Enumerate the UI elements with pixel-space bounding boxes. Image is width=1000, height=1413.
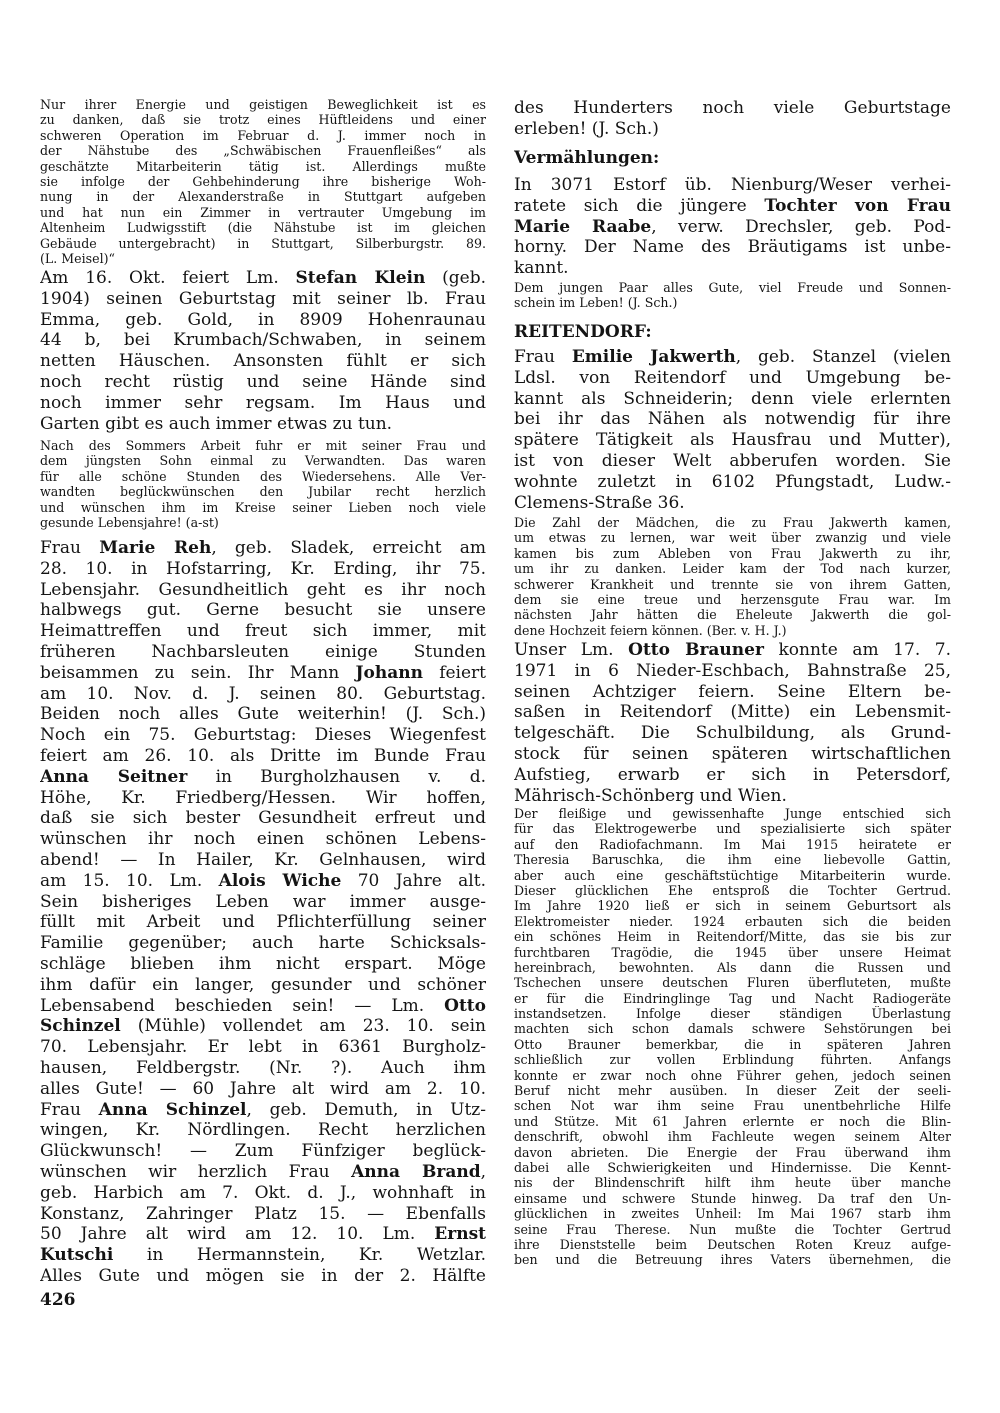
- text-run: , geb. Demuth, in Utz-: [246, 1099, 486, 1120]
- text-run: gesunde Lebensjahre! (a-st): [40, 514, 219, 530]
- text-run: auf den Radiofachmann. Im Mai 1915 heiratete er: [514, 836, 951, 852]
- text-run: Noch ein 75. Geburtstag: Dieses Wiegenfest: [40, 725, 486, 746]
- text-run: Gebäude untergebracht) in Stuttgart, Silberburgstr. 89.: [40, 235, 486, 251]
- text-line: [40, 112, 486, 127]
- text-run: Höhe, Kr. Friedberg/Hessen. Wir hoffen,: [40, 787, 486, 808]
- text-run: Aufstieg, erwarb er sich in Petersdorf,: [514, 764, 951, 785]
- paragraph: [514, 640, 951, 806]
- text-run: erleben! (J. Sch.): [514, 118, 659, 139]
- text-run: aber auch eine geschäftstüchtige Mitarbeiterin wurde.: [514, 867, 951, 883]
- text-run: Der fleißige und gewissenhafte Junge entschied sich: [514, 806, 951, 821]
- text-run: Glückwunsch! — Zum Fünfziger beglück-: [40, 1141, 486, 1162]
- text-run: schen Not war ihm seine Frau unentbehrliche Hilfe: [514, 1098, 951, 1114]
- text-line: [514, 1222, 951, 1237]
- text-line: [514, 577, 951, 592]
- text-line: [40, 1183, 486, 1204]
- paragraph: [514, 175, 951, 279]
- text-line: [40, 220, 486, 235]
- text-line: [40, 1058, 486, 1079]
- text-line: [40, 174, 486, 189]
- text-run: telgeschäft. Die Schulbildung, als Grund-: [514, 723, 951, 744]
- text-run: , geb. Stanzel (vielen: [735, 347, 951, 367]
- text-run: Heimattreffen und freut sich immer, mit: [40, 621, 486, 642]
- text-run: um ihr zu danken. Leider kam der Tod nach kurzer,: [514, 561, 951, 577]
- text-run: ein schönes Heim in Reitendorf/Mitte, das sie bis zur: [514, 929, 951, 945]
- text-run: Alles Gute und mögen sie in der 2. Hälfte: [40, 1265, 486, 1286]
- text-run: instandsetzen. Infolge dieser ständigen Überlastung: [514, 1006, 951, 1022]
- text-run: ratete sich die jüngere: [514, 195, 765, 216]
- text-line: [514, 945, 951, 960]
- text-line: [514, 258, 951, 279]
- text-line: [514, 723, 951, 744]
- text-line: [514, 1175, 951, 1190]
- text-line: [40, 829, 486, 850]
- text-line: [514, 960, 951, 975]
- text-run: und Stütze. Mit 61 Jahren erlernte er noch die Blin-: [514, 1113, 951, 1129]
- text-line: [40, 663, 486, 684]
- text-run: am 10. Nov. d. J. seinen 80. Geburtstag.: [40, 683, 486, 704]
- text-run: in Burgholzhausen v. d.: [187, 766, 486, 787]
- text-line: [514, 623, 951, 638]
- text-run: nung in der Alexanderstraße in Stuttgart aufgeben: [40, 189, 486, 205]
- text-run: geb. Harbich am 7. Okt. d. J., wohnhaft in: [40, 1182, 486, 1203]
- text-line: [514, 883, 951, 898]
- text-run: abend! — In Hailer, Kr. Gelnhausen, wird: [40, 849, 486, 870]
- text-line: [514, 347, 951, 368]
- text-run: saßen in Reitendorf (Mitte) ein Lebensmit-: [514, 702, 951, 723]
- text-line: [40, 128, 486, 143]
- text-run: schläge blieben ihm nicht erspart. Möge: [40, 953, 486, 974]
- text-line: [514, 237, 951, 258]
- bold-name: Johann: [355, 662, 423, 683]
- text-run: Unser Lm.: [514, 640, 629, 660]
- bold-name: Alois Wiche: [218, 870, 342, 891]
- text-run: hereinbrach, bewohnten. Als dann die Russen und: [514, 959, 951, 975]
- text-run: dem sie eine treue und herzensgute Frau war. Im: [514, 591, 951, 607]
- text-line: [514, 280, 951, 295]
- text-run: Nur ihrer Energie und geistigen Beweglichkeit ist es: [40, 97, 486, 112]
- text-line: [514, 765, 951, 786]
- text-line: [514, 430, 951, 451]
- bold-name: Ernst: [434, 1224, 486, 1245]
- text-run: Otto Brauner bemerkbar, die in späteren Jahren: [514, 1036, 951, 1052]
- text-run: 28. 10. in Hofstarring, Kr. Erding, ihr 75.: [40, 558, 486, 579]
- text-run: für alle schöne Stunden des Wiedersehens. Alle Ver-: [40, 468, 486, 484]
- text-run: halbwegs gut. Gerne besucht sie unsere: [40, 600, 486, 621]
- text-line: [40, 892, 486, 913]
- text-line: [40, 236, 486, 251]
- text-line: [514, 451, 951, 472]
- text-line: [514, 837, 951, 852]
- text-line: [514, 821, 951, 836]
- bold-name: Schinzel: [40, 1016, 121, 1037]
- paragraph: [514, 515, 951, 638]
- text-run: glücklichen in zweites Unheil: Im Mai 1967 starb ihm: [514, 1206, 951, 1222]
- text-run: nis der Blindenschrift hilft ihm heute über manche: [514, 1175, 951, 1191]
- text-line: [40, 788, 486, 809]
- text-line: [40, 580, 486, 601]
- text-run: ist von dieser Welt abberufen worden. Sie: [514, 450, 951, 471]
- text-run: kamen bis zum Ableben von Frau Jakwerth zu ihr,: [514, 545, 951, 561]
- text-line: [514, 217, 951, 238]
- text-run: alles Gute! — 60 Jahre alt wird am 2. 10.: [40, 1078, 486, 1099]
- text-line: [40, 438, 486, 453]
- bold-name: REITENDORF:: [514, 322, 652, 342]
- text-line: [514, 409, 951, 430]
- text-line: [40, 1245, 486, 1266]
- text-run: davon abrieten. Die Energie der Frau überwand ihm: [514, 1144, 951, 1160]
- section-heading: [514, 322, 951, 343]
- text-run: Frau: [514, 347, 572, 367]
- text-line: [40, 189, 486, 204]
- text-run: stock für seinen späteren wirtschaftlichen: [514, 743, 951, 764]
- text-line: [514, 1098, 951, 1113]
- text-line: [40, 500, 486, 515]
- text-run: zu danken, daß sie trotz eines Hüftleidens und einer: [40, 112, 486, 128]
- text-run: Die Zahl der Mädchen, die zu Frau Jakwerth kamen,: [514, 515, 951, 530]
- text-run: wünschen ihr noch einen schönen Lebens-: [40, 829, 486, 850]
- text-run: In 3071 Estorf üb. Nienburg/Weser verhei-: [514, 175, 951, 195]
- text-run: Familie gegenüber; auch harte Schicksals-: [40, 933, 486, 954]
- text-run: für das Elektrogewerbe und spezialisierte sich später: [514, 821, 951, 837]
- text-line: [40, 484, 486, 499]
- page-number: 426: [40, 1290, 76, 1310]
- text-line: [40, 414, 486, 435]
- text-run: Elektromeister nieder. 1924 erbauten sich die beiden: [514, 913, 951, 929]
- text-run: schwerer Krankheit und trennte sie von ihrem Gatten,: [514, 576, 951, 592]
- text-line: [514, 868, 951, 883]
- text-line: [40, 704, 486, 725]
- text-line: [40, 767, 486, 788]
- text-line: [514, 1252, 951, 1267]
- text-run: um etwas zu lernen, war weit über zwanzig und viele: [514, 530, 951, 546]
- text-run: Beruf nicht mehr ausüben. In dieser Zeit der seeli-: [514, 1083, 951, 1099]
- text-line: [514, 914, 951, 929]
- text-run: ,: [480, 1161, 486, 1182]
- text-line: [514, 898, 951, 913]
- text-run: (L. Meisel)“: [40, 250, 115, 266]
- text-run: einsame und schwere Stunde hinweg. Da traf den Un-: [514, 1190, 951, 1206]
- text-run: Beiden noch alles Gute weiterhin! (J. Sch.): [40, 704, 486, 725]
- text-run: 50 Jahre alt wird am 12. 10. Lm.: [40, 1224, 435, 1245]
- text-run: hausen, Feldbergstr. (Nr. ?). Auch ihm: [40, 1057, 486, 1078]
- text-line: [40, 1224, 486, 1245]
- text-run: Lebensabend beschieden sein! — Lm.: [40, 995, 445, 1016]
- text-run: nächsten Jahr hätten die Eheleute Jakwerth die gol-: [514, 607, 951, 623]
- text-line: [514, 1083, 951, 1098]
- text-line: [40, 1141, 486, 1162]
- text-run: Theresia Baruschka, die ihm eine liebevolle Gattin,: [514, 852, 951, 868]
- text-run: dem jüngsten Sohn einmal zu Verwandten. Das waren: [40, 453, 486, 469]
- text-run: seinen Achtziger feiern. Seine Eltern be-: [514, 681, 951, 702]
- text-line: [40, 1016, 486, 1037]
- text-run: in Hermannstein, Kr. Wetzlar.: [113, 1245, 486, 1266]
- text-run: Dem jungen Paar alles Gute, viel Freude und Sonnen-: [514, 280, 951, 295]
- paragraph: [514, 98, 951, 140]
- text-run: noch recht rüstig und seine Hände sind: [40, 371, 486, 392]
- text-line: [514, 1206, 951, 1221]
- text-run: feiert am 26. 10. als Dritte im Bunde Frau: [40, 745, 486, 766]
- text-line: [40, 97, 486, 112]
- bold-name: Otto: [444, 995, 486, 1016]
- paragraph: [514, 806, 951, 1268]
- text-line: [514, 98, 951, 119]
- text-run: Clemens-Straße 36.: [514, 492, 685, 513]
- bold-name: Kutschi: [40, 1245, 114, 1266]
- text-run: dene Hochzeit feiern können. (Ber. v. H. J.): [514, 622, 787, 638]
- bold-name: Vermählungen:: [514, 148, 660, 168]
- text-line: [40, 1100, 486, 1121]
- text-line: [514, 1237, 951, 1252]
- text-run: kannt als Schneiderin; denn viele erlernten: [514, 388, 951, 409]
- bold-name: Otto Brauner: [628, 640, 764, 660]
- text-run: noch immer sehr regsam. Im Haus und: [40, 392, 486, 413]
- text-run: schweren Operation im Februar d. J. immer noch in: [40, 127, 486, 143]
- text-run: denschrift, obwohl ihm Fachleute wegen seinem Alter: [514, 1129, 951, 1145]
- text-line: [514, 607, 951, 622]
- text-line: [514, 1191, 951, 1206]
- text-line: [40, 996, 486, 1017]
- text-run: füllt mit Arbeit und Pflichterfüllung seiner: [40, 912, 486, 933]
- text-run: horny. Der Name des Bräutigams ist unbe-: [514, 237, 951, 258]
- text-run: (Mühle) vollendet am 23. 10. sein: [120, 1016, 486, 1037]
- text-line: [514, 1021, 951, 1036]
- text-run: Altenheim Ludwigsstift (die Nähstube ist im gleichen: [40, 220, 486, 236]
- text-run: spätere Tätigkeit als Hausfrau und Mutter),: [514, 430, 951, 451]
- text-line: [40, 975, 486, 996]
- text-line: [40, 1266, 486, 1287]
- text-line: [40, 600, 486, 621]
- text-line: [40, 143, 486, 158]
- text-line: [40, 372, 486, 393]
- text-run: furchtbaren Tragödie, die 1945 über unsere Heimat: [514, 944, 951, 960]
- paragraph: [40, 97, 486, 266]
- text-run: daß sie sich bester Gesundheit erfreut und: [40, 808, 486, 829]
- bold-name: Marie Reh: [99, 538, 212, 558]
- text-run: Sein bisheriges Leben war immer ausge-: [40, 891, 486, 912]
- text-line: [514, 472, 951, 493]
- bold-name: Stefan Klein: [295, 268, 426, 288]
- text-run: konnte am 17. 7.: [763, 640, 951, 660]
- text-line: [514, 196, 951, 217]
- text-line: [40, 933, 486, 954]
- text-line: [40, 954, 486, 975]
- paragraph: [40, 268, 486, 434]
- text-line: [514, 515, 951, 530]
- text-line: [40, 808, 486, 829]
- text-run: schein im Leben! (J. Sch.): [514, 295, 678, 311]
- text-run: wohnte zuletzt in 6102 Pfungstadt, Ludw.-: [514, 471, 951, 492]
- text-run: beisammen zu sein. Ihr Mann: [40, 662, 356, 683]
- text-line: [514, 852, 951, 867]
- text-line: [40, 871, 486, 892]
- text-line: [514, 661, 951, 682]
- text-run: feiert: [422, 662, 486, 683]
- bold-name: Anna Seitner: [40, 766, 188, 787]
- text-run: wingen, Kr. Nördlingen. Recht herzlichen: [40, 1120, 486, 1141]
- text-run: wandten beglückwünschen den Jubilar recht herzlich: [40, 484, 486, 500]
- text-line: [514, 744, 951, 765]
- bold-name: Tochter von Frau: [764, 195, 951, 216]
- text-line: [40, 684, 486, 705]
- text-line: [40, 453, 486, 468]
- text-line: [40, 559, 486, 580]
- text-line: [514, 640, 951, 661]
- text-line: [40, 330, 486, 351]
- text-line: [514, 530, 951, 545]
- text-line: [40, 1120, 486, 1141]
- text-run: sie infolge der Gehbehinderung ihre bisherige Woh-: [40, 173, 486, 189]
- text-line: [514, 991, 951, 1006]
- text-line: [40, 621, 486, 642]
- bold-name: Marie Raabe: [514, 216, 652, 237]
- text-line: [514, 148, 951, 169]
- text-line: [514, 1160, 951, 1175]
- text-line: [514, 561, 951, 576]
- text-line: [514, 546, 951, 561]
- text-line: [40, 289, 486, 310]
- text-run: konnte er zwar noch ohne Führer gehen, jedoch seinen: [514, 1067, 951, 1083]
- text-line: [40, 1037, 486, 1058]
- text-line: [40, 1204, 486, 1225]
- paragraph: [514, 347, 951, 513]
- text-line: [514, 175, 951, 196]
- text-line: [514, 702, 951, 723]
- section-heading: [514, 148, 951, 169]
- text-run: Ldsl. von Reitendorf und Umgebung be-: [514, 367, 951, 388]
- text-run: Dieser glücklichen Ehe entsproß die Tochter Gertrud.: [514, 882, 951, 898]
- text-line: [514, 929, 951, 944]
- text-line: [514, 1037, 951, 1052]
- text-run: , geb. Sladek, erreicht am: [211, 538, 486, 558]
- text-run: er für die Eindringlinge Tag und Nacht Radiogeräte: [514, 990, 951, 1006]
- text-line: [514, 295, 951, 310]
- text-line: [40, 159, 486, 174]
- text-line: [40, 1162, 486, 1183]
- text-run: und hat nun ein Zimmer in vertrauter Umgebung im: [40, 204, 486, 220]
- text-line: [40, 469, 486, 484]
- text-line: [40, 310, 486, 331]
- text-line: [514, 389, 951, 410]
- text-run: 1971 in 6 Nieder-Eschbach, Bahnstraße 25,: [514, 660, 951, 681]
- text-run: der Nähstube des „Schwäbischen Frauenfleißes“ als: [40, 143, 486, 159]
- text-run: schließlich zur vollen Erblindung führten. Anfangs: [514, 1052, 951, 1068]
- text-line: [40, 393, 486, 414]
- text-run: Tschechen unsere deutschen Fluren überfluteten, mußte: [514, 975, 951, 991]
- text-line: [40, 912, 486, 933]
- text-line: [514, 975, 951, 990]
- text-line: [514, 493, 951, 514]
- text-run: geschätzte Mitarbeiterin tätig ist. Allerdings mußte: [40, 158, 486, 174]
- text-line: [514, 806, 951, 821]
- text-run: netten Häuschen. Ansonsten fühlt er sich: [40, 351, 486, 372]
- text-run: Nach des Sommers Arbeit fuhr er mit seiner Frau und: [40, 438, 486, 453]
- text-line: [40, 850, 486, 871]
- text-run: machten sich schon damals schwere Sehstörungen bei: [514, 1021, 951, 1037]
- text-run: Am 16. Okt. feiert Lm.: [40, 268, 296, 288]
- text-run: und wünschen ihm im Kreise seiner Lieben noch viele: [40, 499, 486, 515]
- text-run: 70. Lebensjahr. Er lebt in 6361 Burgholz-: [40, 1037, 486, 1058]
- text-run: 70 Jahre alt.: [341, 870, 486, 891]
- text-run: dabei alle Schwierigkeiten und Hindernisse. Die Kennt-: [514, 1159, 951, 1175]
- text-line: [514, 1114, 951, 1129]
- bold-name: Anna Schinzel: [98, 1099, 247, 1120]
- text-run: Frau: [40, 538, 100, 558]
- text-line: [514, 1145, 951, 1160]
- text-run: Im Jahre 1920 ließ er sich in seinem Geburtsort als: [514, 898, 951, 914]
- text-run: seine Frau Therese. Nun mußte die Tochter Gertrud: [514, 1221, 951, 1237]
- text-run: ihre Dienststelle beim Deutschen Roten Kreuz aufge-: [514, 1236, 951, 1252]
- text-line: [514, 368, 951, 389]
- text-run: kannt.: [514, 258, 569, 279]
- text-run: , verw. Drechsler, geb. Pod-: [651, 216, 951, 237]
- text-line: [514, 1052, 951, 1067]
- text-run: bei ihr das Nähen als notwendig für ihre: [514, 409, 951, 430]
- text-run: früheren Nachbarsleuten einige Stunden: [40, 641, 486, 662]
- text-run: am 15. 10. Lm.: [40, 870, 219, 891]
- paragraph: [514, 280, 951, 311]
- text-run: ben und die Betreuung ihres Vaters übernehmen, die: [514, 1252, 951, 1268]
- text-run: (geb.: [425, 268, 486, 288]
- text-run: 44 b, bei Krumbach/Schwaben, in seinem: [40, 330, 486, 351]
- text-run: Emma, geb. Gold, in 8909 Hohenraunau: [40, 309, 486, 330]
- text-run: Lebensjahr. Gesundheitlich geht es ihr noch: [40, 579, 486, 600]
- paragraph: [40, 538, 486, 1287]
- text-line: [40, 268, 486, 289]
- text-line: [40, 725, 486, 746]
- text-line: [514, 1006, 951, 1021]
- text-line: [514, 1129, 951, 1144]
- text-line: [40, 251, 486, 266]
- text-line: [40, 351, 486, 372]
- text-line: [40, 538, 486, 559]
- text-line: [40, 1079, 486, 1100]
- text-line: [40, 515, 486, 530]
- text-run: des Hunderters noch viele Geburtstage: [514, 98, 951, 118]
- text-line: [514, 682, 951, 703]
- text-run: 1904) seinen Geburtstag mit seiner lb. Frau: [40, 288, 486, 309]
- text-run: ihm dafür ein langer, gesunder und schöner: [40, 974, 486, 995]
- text-run: Konstanz, Zahringer Platz 15. — Ebenfalls: [40, 1203, 486, 1224]
- text-line: [514, 119, 951, 140]
- text-run: Frau: [40, 1099, 99, 1120]
- text-run: Mährisch-Schönberg und Wien.: [514, 785, 787, 806]
- text-run: wünschen wir herzlich Frau: [40, 1161, 352, 1182]
- text-line: [514, 322, 951, 343]
- text-line: [40, 642, 486, 663]
- paragraph: [40, 438, 486, 530]
- text-line: [514, 592, 951, 607]
- bold-name: Emilie Jakwerth: [571, 347, 736, 367]
- text-run: Garten gibt es auch immer etwas zu tun.: [40, 413, 393, 434]
- text-line: [514, 786, 951, 807]
- text-line: [40, 746, 486, 767]
- text-line: [40, 205, 486, 220]
- text-line: [514, 1068, 951, 1083]
- bold-name: Anna Brand: [351, 1161, 481, 1182]
